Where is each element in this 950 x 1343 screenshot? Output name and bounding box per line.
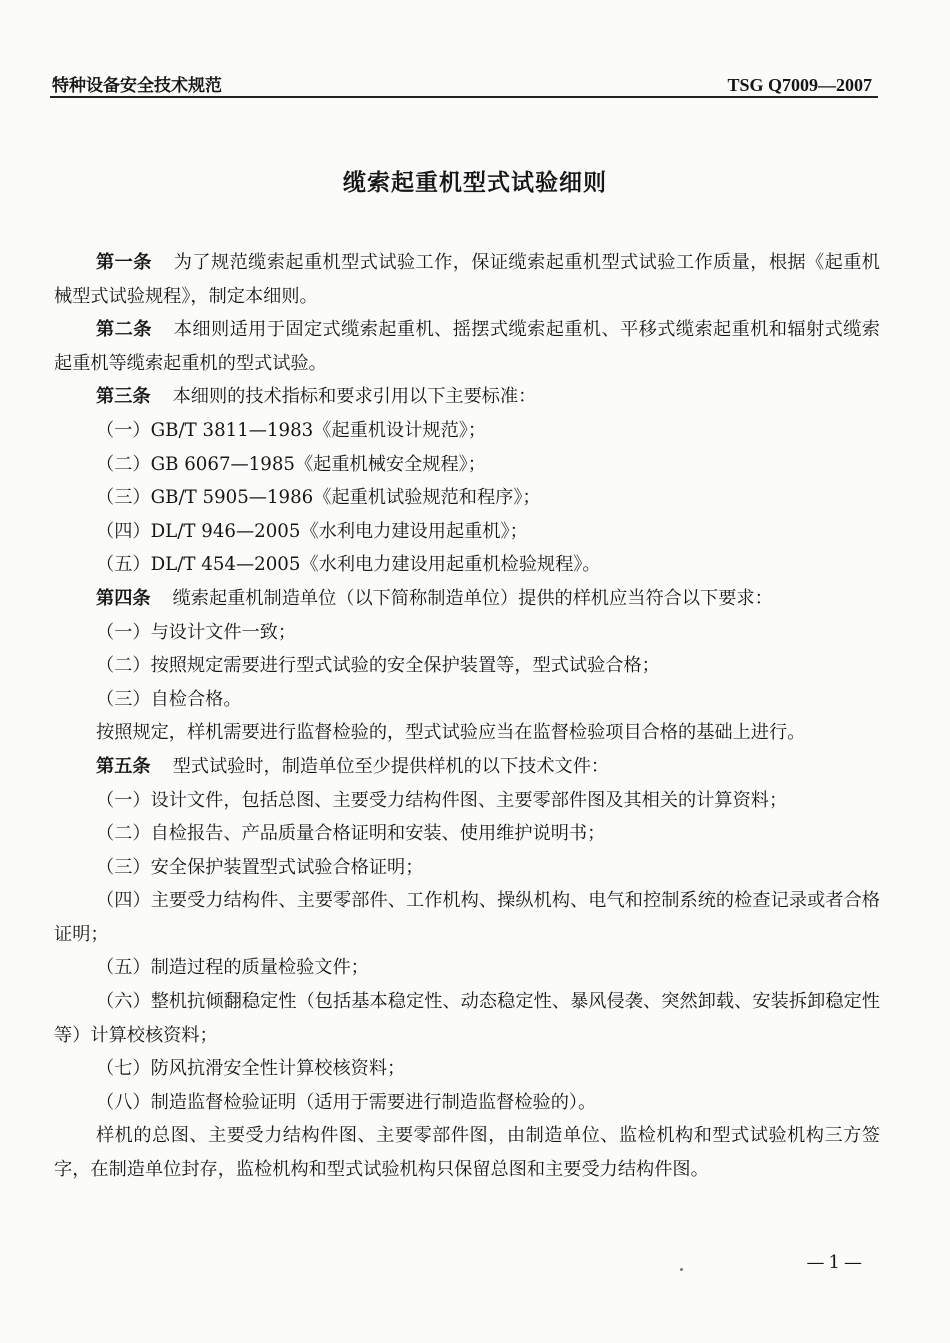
article-5-item: （八）制造监督检验证明（适用于需要进行制造监督检验的）。: [96, 1091, 597, 1113]
page-header: [52, 66, 872, 96]
document-body: [54, 246, 880, 1187]
article-4-note: 按照规定，样机需要进行监督检验的，型式试验应当在监督检验项目合格的基础上进行。: [96, 722, 806, 744]
article-3-item: （二）GB 6067—1985《起重机械安全规程》；: [96, 453, 486, 475]
article-3-item: （五）DL/T 454—2005《水利电力建设用起重机检验规程》。: [96, 554, 601, 576]
article-5-note: 样机的总图、主要受力结构件图、主要零部件图，由制造单位、监检机构和型式试验机构三方签字，在制造单位封存，监检机构和型式试验机构只保留总图和主要受力结构件图。: [54, 1125, 880, 1181]
page-number: —1—: [806, 1252, 866, 1273]
article-4: [54, 582, 880, 616]
article-5-label: 第五条: [96, 755, 151, 777]
article-2-label: 第二条: [96, 319, 152, 341]
article-5-item: （六）整机抗倾翻稳定性（包括基本稳定性、动态稳定性、暴风侵袭、突然卸载、安装拆卸稳定性等）计算校核资料；: [54, 991, 880, 1046]
article-2-text: 本细则适用于固定式缆索起重机、摇摆式缆索起重机、平移式缆索起重机和辐射式缆索起重机等缆索起重机的型式试验。: [54, 319, 880, 374]
article-5-item: （一）设计文件，包括总图、主要受力结构件图、主要零部件图及其相关的计算资料；: [96, 789, 788, 811]
article-5-item: （二）自检报告、产品质量合格证明和安装、使用维护说明书；: [96, 823, 606, 845]
scan-speck: [680, 1268, 683, 1271]
article-4-item: （二）按照规定需要进行型式试验的安全保护装置等，型式试验合格；: [96, 655, 660, 677]
article-1-label: 第一条: [96, 252, 152, 273]
article-1-text: 为了规范缆索起重机型式试验工作，保证缆索起重机型式试验工作质量，根据《起重机械型式试验规程》，制定本细则。: [54, 252, 880, 307]
article-5-text: 型式试验时，制造单位至少提供样机的以下技术文件：: [172, 755, 610, 777]
article-3: [54, 380, 880, 414]
article-5-item: （七）防风抗滑安全性计算校核资料；: [96, 1058, 406, 1080]
article-3-item: （三）GB/T 5905—1986《起重机试验规范和程序》；: [96, 487, 541, 509]
article-3-item: （一）GB/T 3811—1983《起重机设计规范》；: [96, 419, 487, 441]
article-3-text: 本细则的技术指标和要求引用以下主要标准：: [172, 386, 537, 408]
article-5-item: （四）主要受力结构件、主要零部件、工作机构、操纵机构、电气和控制系统的检查记录或者合格证明；: [54, 890, 880, 945]
article-5-item: （五）制造过程的质量检验文件；: [96, 957, 369, 979]
article-4-text: 缆索起重机制造单位（以下简称制造单位）提供的样机应当符合以下要求：: [172, 587, 773, 609]
header-document-code: TSG Q7009—2007: [727, 75, 872, 95]
header-left-text: 特种设备安全技术规范: [52, 76, 222, 96]
document-title: 缆索起重机型式试验细则: [343, 170, 607, 196]
article-1: [54, 246, 880, 313]
article-5: [54, 750, 880, 784]
article-3-item: （四）DL/T 946—2005《水利电力建设用起重机》；: [96, 520, 528, 542]
article-4-item: （一）与设计文件一致；: [96, 621, 297, 643]
article-4-item: （三）自检合格。: [96, 688, 242, 710]
header-rule: [50, 96, 878, 98]
article-3-label: 第三条: [96, 386, 151, 408]
article-5-item: （三）安全保护装置型式试验合格证明；: [96, 856, 424, 878]
article-4-label: 第四条: [96, 587, 151, 609]
article-2: [54, 313, 880, 380]
